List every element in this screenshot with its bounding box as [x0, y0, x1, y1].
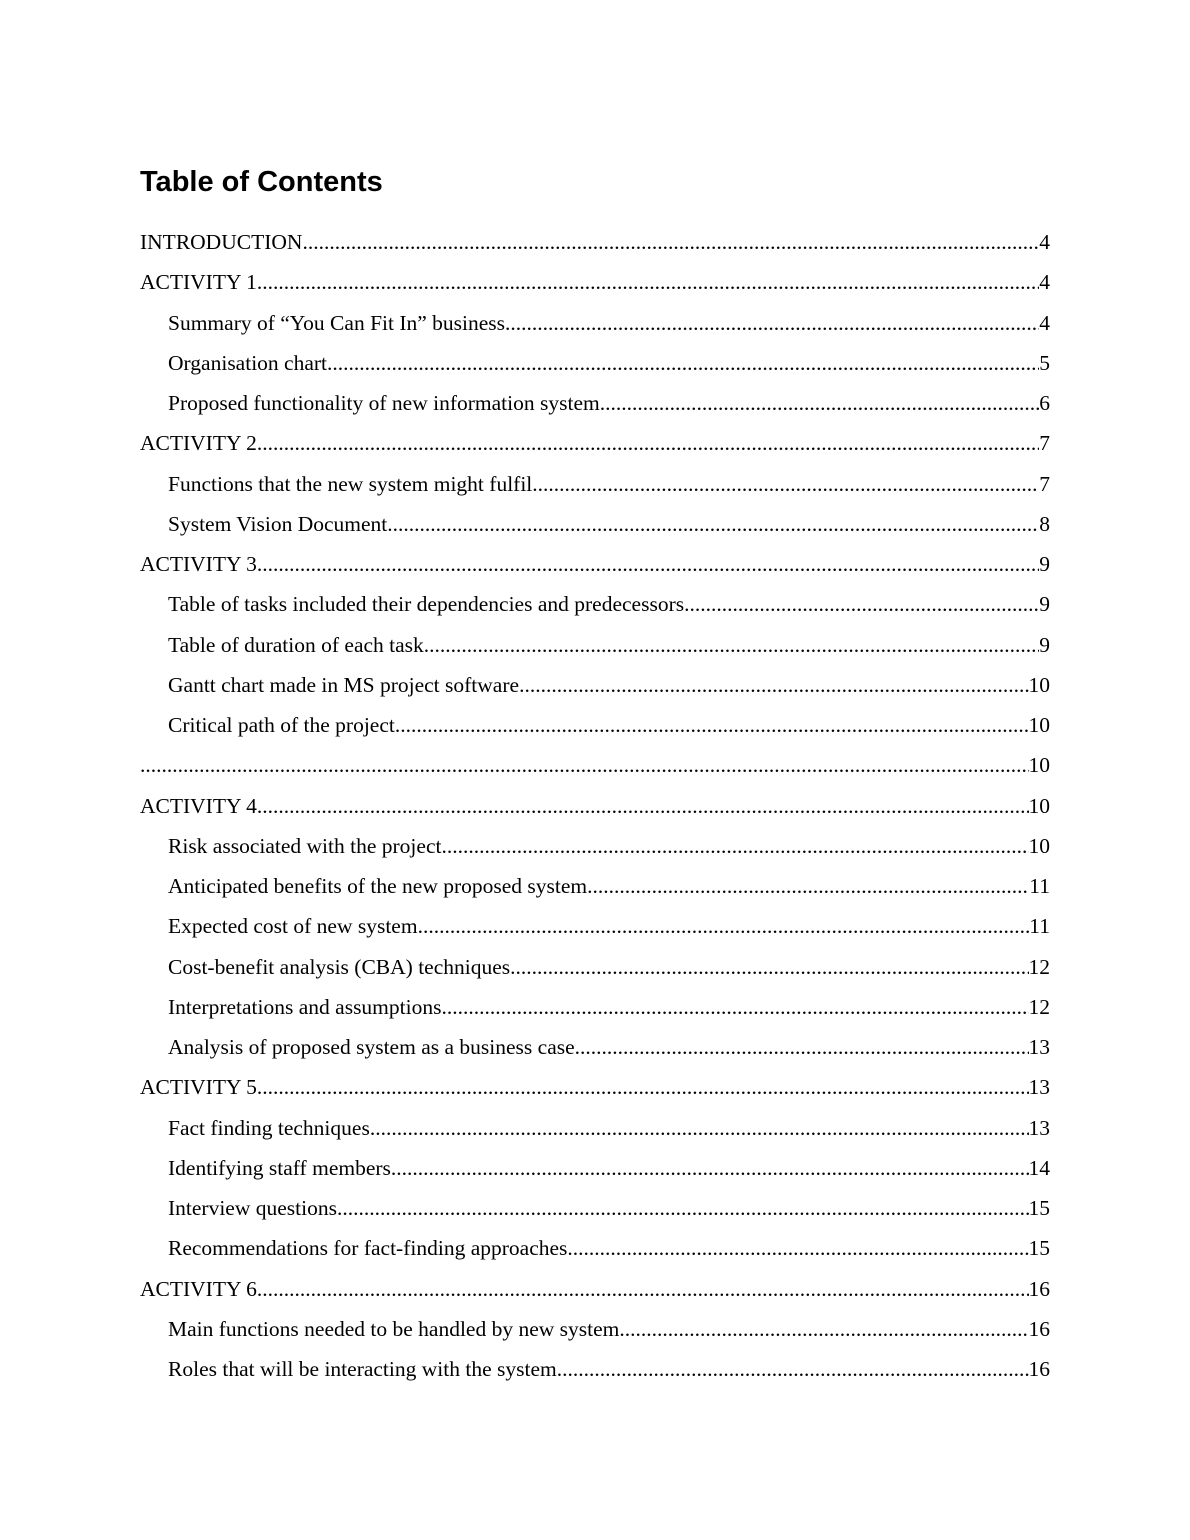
toc-page-number: 11: [1029, 914, 1050, 939]
toc-dot-leader: [684, 584, 1039, 624]
toc-dot-leader: [257, 1269, 1029, 1309]
toc-entry-text: Anticipated benefits of the new proposed system: [168, 874, 588, 898]
toc-entry[interactable]: [140, 1228, 1050, 1268]
toc-entry-text: ACTIVITY 5: [140, 1075, 257, 1100]
toc-dot-leader: [575, 1027, 1029, 1067]
toc-entry[interactable]: [140, 866, 1050, 906]
toc-dot-leader: [140, 745, 1029, 785]
toc-entry-text: Table of tasks included their dependencies and predecessors: [168, 592, 685, 617]
toc-page-number: 16: [1028, 1276, 1050, 1301]
toc-entry[interactable]: [140, 423, 1050, 463]
toc-dot-leader: [387, 504, 1039, 544]
toc-entry[interactable]: [140, 665, 1050, 705]
toc-page-number: 5: [1039, 350, 1050, 375]
toc-entry-text: System Vision Document: [168, 511, 388, 536]
toc-page-number: 12: [1028, 954, 1050, 979]
toc-entry-text: INTRODUCTION: [140, 230, 303, 254]
toc-entry[interactable]: [140, 1269, 1050, 1309]
toc-dot-leader: [337, 1188, 1029, 1228]
toc-entry[interactable]: [140, 464, 1050, 504]
toc-entry-text: Interview questions: [168, 1196, 337, 1220]
toc-dot-leader: [519, 665, 1028, 705]
toc-page-number: 13: [1028, 1115, 1050, 1140]
toc-page-number: 16: [1028, 1357, 1050, 1381]
toc-entry-text: Proposed functionality of new information system: [168, 391, 600, 415]
toc-page-number: 9: [1039, 632, 1050, 657]
toc-list: [140, 222, 1050, 1389]
toc-page-number: 8: [1039, 511, 1050, 536]
toc-entry[interactable]: [140, 826, 1050, 866]
toc-entry-text: ACTIVITY 3: [140, 552, 257, 576]
toc-dot-leader: [257, 423, 1039, 463]
toc-entry[interactable]: [140, 1188, 1050, 1228]
toc-page-number: 7: [1039, 431, 1050, 456]
toc-entry[interactable]: [140, 544, 1050, 584]
toc-entry-text: Organisation chart: [168, 350, 328, 375]
toc-dot-leader: [510, 947, 1028, 987]
toc-dot-leader: [532, 464, 1039, 504]
toc-dot-leader: [370, 1108, 1029, 1148]
toc-entry[interactable]: [140, 947, 1050, 987]
toc-dot-leader: [424, 625, 1039, 665]
toc-entry[interactable]: [140, 584, 1050, 624]
toc-dot-leader: [327, 343, 1039, 383]
toc-entry-text: Cost-benefit analysis (CBA) techniques: [168, 954, 511, 979]
toc-entry-text: Analysis of proposed system as a business case: [168, 1035, 575, 1059]
toc-dot-leader: [505, 303, 1039, 343]
toc-entry-text: Fact finding techniques: [168, 1115, 370, 1140]
toc-dot-leader: [418, 906, 1030, 946]
toc-entry-text: Roles that will be interacting with the system: [168, 1357, 557, 1381]
toc-entry[interactable]: [140, 1108, 1050, 1148]
toc-page-number: 4: [1039, 270, 1050, 295]
toc-entry[interactable]: [140, 1027, 1050, 1067]
toc-dot-leader: [587, 866, 1029, 906]
toc-entry-text: Recommendations for fact-finding approaches: [168, 1236, 568, 1261]
toc-entry-text: Table of duration of each task: [168, 632, 424, 657]
toc-entry[interactable]: [140, 705, 1050, 745]
toc-entry[interactable]: [140, 1148, 1050, 1188]
toc-entry[interactable]: [140, 383, 1050, 423]
toc-entry[interactable]: [140, 1067, 1050, 1107]
toc-page-number: 9: [1039, 592, 1050, 617]
toc-page-number: 14: [1028, 1155, 1050, 1180]
toc-page-number: 10: [1028, 672, 1050, 697]
toc-page-number: 15: [1028, 1236, 1050, 1261]
toc-dot-leader: [257, 786, 1029, 826]
toc-entry-text: ACTIVITY 6: [140, 1276, 257, 1301]
toc-page-number: 4: [1039, 310, 1050, 335]
toc-page-number: 10: [1028, 713, 1050, 737]
toc-entry-text: Gantt chart made in MS project software: [168, 672, 520, 697]
toc-dot-leader: [557, 1349, 1029, 1389]
toc-dot-leader: [600, 383, 1040, 423]
toc-entry[interactable]: [140, 987, 1050, 1027]
toc-dot-leader: [257, 544, 1039, 584]
toc-entry-text: Risk associated with the project: [168, 833, 442, 858]
toc-entry[interactable]: [140, 222, 1050, 262]
toc-dot-leader: [391, 1148, 1029, 1188]
toc-dot-leader: [441, 987, 1028, 1027]
toc-entry[interactable]: [140, 1309, 1050, 1349]
toc-entry-text: Main functions needed to be handled by new system: [168, 1316, 620, 1341]
toc-page-number: 16: [1028, 1316, 1050, 1341]
toc-entry-text: Expected cost of new system: [168, 914, 418, 939]
toc-entry[interactable]: [140, 343, 1050, 383]
toc-entry-text: Functions that the new system might fulfil: [168, 471, 533, 496]
toc-page-number: 9: [1039, 552, 1050, 576]
toc-page-number: 11: [1029, 874, 1050, 898]
toc-dot-leader: [395, 705, 1029, 745]
toc-dot-leader: [302, 222, 1039, 262]
toc-entry-text: Interpretations and assumptions: [168, 994, 442, 1019]
toc-page-number: 6: [1039, 391, 1050, 415]
toc-entry[interactable]: [140, 1349, 1050, 1389]
toc-entry[interactable]: [140, 786, 1050, 826]
toc-entry-text: Critical path of the project: [168, 713, 395, 737]
toc-page-number: 12: [1028, 994, 1050, 1019]
toc-entry-text: ACTIVITY 4: [140, 793, 257, 818]
toc-dot-leader: [441, 826, 1028, 866]
toc-page-number: 13: [1028, 1075, 1050, 1100]
toc-dot-leader: [567, 1228, 1028, 1268]
toc-dot-leader: [257, 1067, 1029, 1107]
toc-page-number: 7: [1039, 471, 1050, 496]
toc-page-number: 15: [1028, 1196, 1050, 1220]
toc-dot-leader: [257, 262, 1039, 302]
toc-page-number: 4: [1039, 230, 1050, 254]
toc-entry[interactable]: [140, 262, 1050, 302]
toc-entry[interactable]: [140, 625, 1050, 665]
toc-dot-leader: [619, 1309, 1028, 1349]
toc-page-number: 10: [1028, 793, 1050, 818]
toc-page-number: 13: [1028, 1035, 1050, 1059]
toc-title: Table of Contents: [140, 166, 383, 198]
toc-entry[interactable]: [140, 745, 1050, 785]
toc-entry-text: Summary of “You Can Fit In” business: [168, 310, 506, 335]
toc-page-number: 10: [1028, 753, 1050, 778]
toc-page-number: 10: [1028, 833, 1050, 858]
toc-entry[interactable]: [140, 504, 1050, 544]
toc-entry[interactable]: [140, 303, 1050, 343]
toc-entry-text: Identifying staff members: [168, 1155, 391, 1180]
toc-entry[interactable]: [140, 906, 1050, 946]
toc-entry-text: ACTIVITY 1: [140, 270, 257, 295]
toc-entry-text: ACTIVITY 2: [140, 431, 257, 456]
